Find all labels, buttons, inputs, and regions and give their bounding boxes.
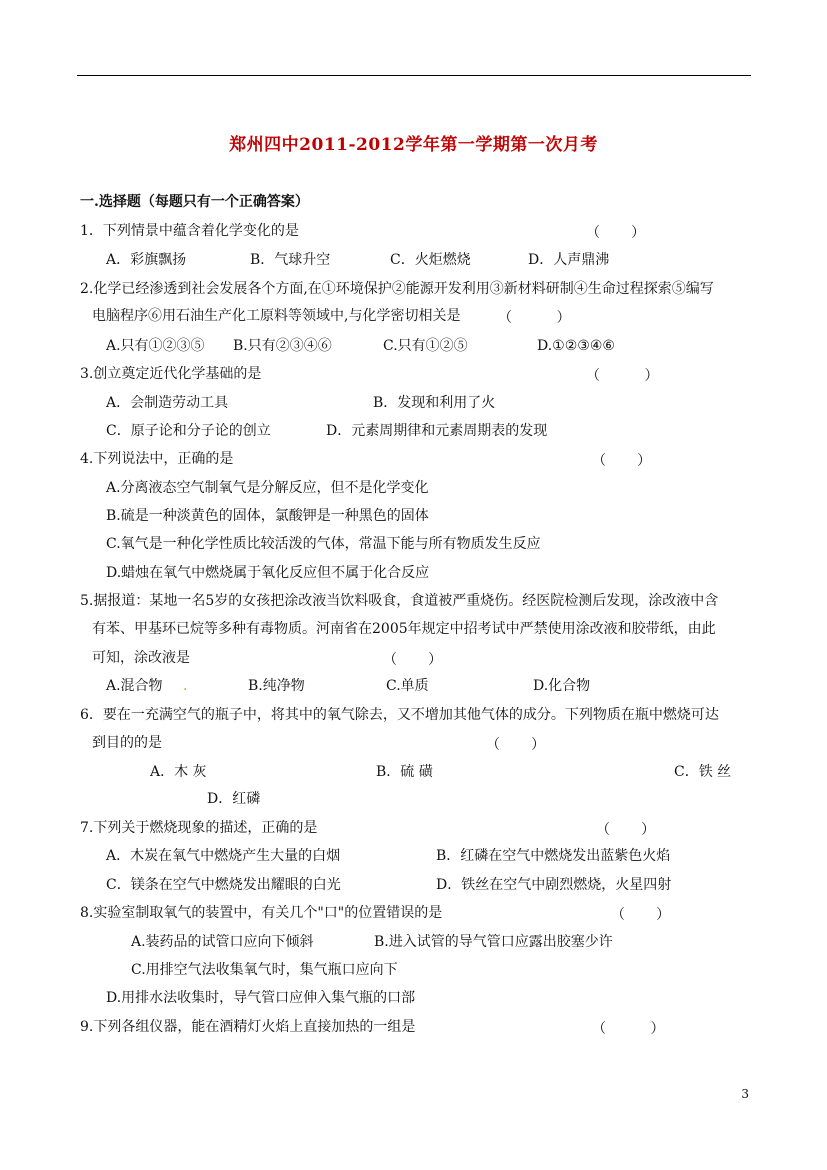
q2-option-b: B.只有②③④⑥ xyxy=(233,338,332,354)
q5-option-c: C.单质 xyxy=(386,678,429,694)
q6-answer-paren: （ ） xyxy=(486,737,546,753)
q8-option-c: C.用排空气法收集氧气时，集气瓶口应向下 xyxy=(131,962,398,978)
q4-option-b: B.硫是一种淡黄色的固体，氯酸钾是一种黑色的固体 xyxy=(106,508,429,524)
q5-stem-line1: 5.据报道：某地一名5岁的女孩把涂改液当饮料吸食，食道被严重烧伤。经医院检测后发现，涂改液中含 xyxy=(80,593,719,609)
q2-stem-line2: 电脑程序⑥用石油生产化工原料等领域中,与化学密切相关是 xyxy=(92,308,461,324)
q9-answer-paren: （ ） xyxy=(592,1021,665,1037)
q7-option-c: C．镁条在空气中燃烧发出耀眼的白光 xyxy=(106,877,341,893)
q1-option-a: A．彩旗飘扬 xyxy=(106,252,187,268)
q2-option-d: D.①②③④⑥ xyxy=(537,338,615,354)
q4-option-d: D.蜡烛在氧气中燃烧属于氧化反应但不属于化合反应 xyxy=(106,565,430,581)
q3-answer-paren: （ ） xyxy=(586,368,659,384)
q8-option-d: D.用排水法收集时，导气管口应伸入集气瓶的口部 xyxy=(106,990,416,1006)
q8-answer-paren: （ ） xyxy=(611,907,671,923)
q3-option-a: A．会制造劳动工具 xyxy=(106,395,229,411)
q5-option-d: D.化合物 xyxy=(533,678,591,694)
q9-stem: 9.下列各组仪器，能在酒精灯火焰上直接加热的一组是 xyxy=(80,1019,416,1035)
q7-option-b: B．红磷在空气中燃烧发出蓝紫色火焰 xyxy=(436,848,671,864)
q3-option-c: C．原子论和分子论的创立 xyxy=(106,423,271,439)
q1-option-c: C．火炬燃烧 xyxy=(390,252,471,268)
q8-stem: 8.实验室制取氧气的装置中，有关几个"口"的位置错误的是 xyxy=(80,905,443,921)
q8-option-b: B.进入试管的导气管口应露出胶塞少许 xyxy=(374,934,613,950)
q5-stem-line2: 有苯、甲基环已烷等多种有毒物质。河南省在2005年规定中招考试中严禁使用涂改液和胶带纸，由此 xyxy=(92,621,716,637)
q7-option-d: D．铁丝在空气中剧烈燃烧，火星四射 xyxy=(436,877,672,893)
section-heading: 一.选择题（每题只有一个正确答案） xyxy=(80,194,309,210)
q1-option-b: B．气球升空 xyxy=(250,252,331,268)
q1-stem: 1．下列情景中蕴含着化学变化的是 xyxy=(80,223,299,239)
q6-stem-line1: 6．要在一充满空气的瓶子中，将其中的氧气除去，又不增加其他气体的成分。下列物质在瓶中燃烧可达 xyxy=(80,707,719,723)
q4-stem: 4.下列说法中，正确的是 xyxy=(80,451,234,467)
q5-answer-paren: （ ） xyxy=(383,652,443,668)
q6-option-c: C．铁 丝 xyxy=(674,764,732,780)
q6-stem-line2: 到目的的是 xyxy=(92,735,162,751)
q6-option-d: D．红磷 xyxy=(207,791,261,807)
q3-option-d: D．元素周期律和元素周期表的发现 xyxy=(326,423,548,439)
q5-stray-mark: . xyxy=(183,678,188,694)
q5-option-b: B.纯净物 xyxy=(248,678,305,694)
q5-option-a: A.混合物 xyxy=(106,678,163,694)
q4-answer-paren: （ ） xyxy=(592,453,652,469)
page-title: 郑州四中2011-2012学年第一学期第一次月考 xyxy=(229,135,598,155)
q1-option-d: D．人声鼎沸 xyxy=(528,252,610,268)
q5-stem-line3: 可知，涂改液是 xyxy=(92,650,190,666)
q7-stem: 7.下列关于燃烧现象的描述，正确的是 xyxy=(80,820,318,836)
q3-option-b: B．发现和利用了火 xyxy=(373,395,496,411)
q7-option-a: A．木炭在氧气中燃烧产生大量的白烟 xyxy=(106,848,341,864)
q6-option-b: B．硫 磺 xyxy=(376,764,433,780)
q4-option-c: C.氧气是一种化学性质比较活泼的气体，常温下能与所有物质发生反应 xyxy=(106,536,541,552)
q2-stem-line1: 2.化学已经渗透到社会发展各个方面,在①环境保护②能源开发利用③新材料研制④生命过程探索⑤编写 xyxy=(80,281,714,297)
q4-option-a: A.分离液态空气制氧气是分解反应，但不是化学变化 xyxy=(106,480,429,496)
q3-stem: 3.创立奠定近代化学基础的是 xyxy=(80,366,262,382)
page-number: 3 xyxy=(741,1087,749,1101)
q7-answer-paren: （ ） xyxy=(596,822,656,838)
header-rule xyxy=(77,75,751,76)
q2-option-a: A.只有①②③⑤ xyxy=(106,338,205,354)
q6-option-a: A．木 灰 xyxy=(150,764,207,780)
q8-option-a: A.装药品的试管口应向下倾斜 xyxy=(131,934,314,950)
q2-option-c: C.只有①②⑤ xyxy=(383,338,468,354)
q2-answer-paren: （ ） xyxy=(498,310,571,326)
q1-answer-paren: （ ） xyxy=(586,225,646,241)
